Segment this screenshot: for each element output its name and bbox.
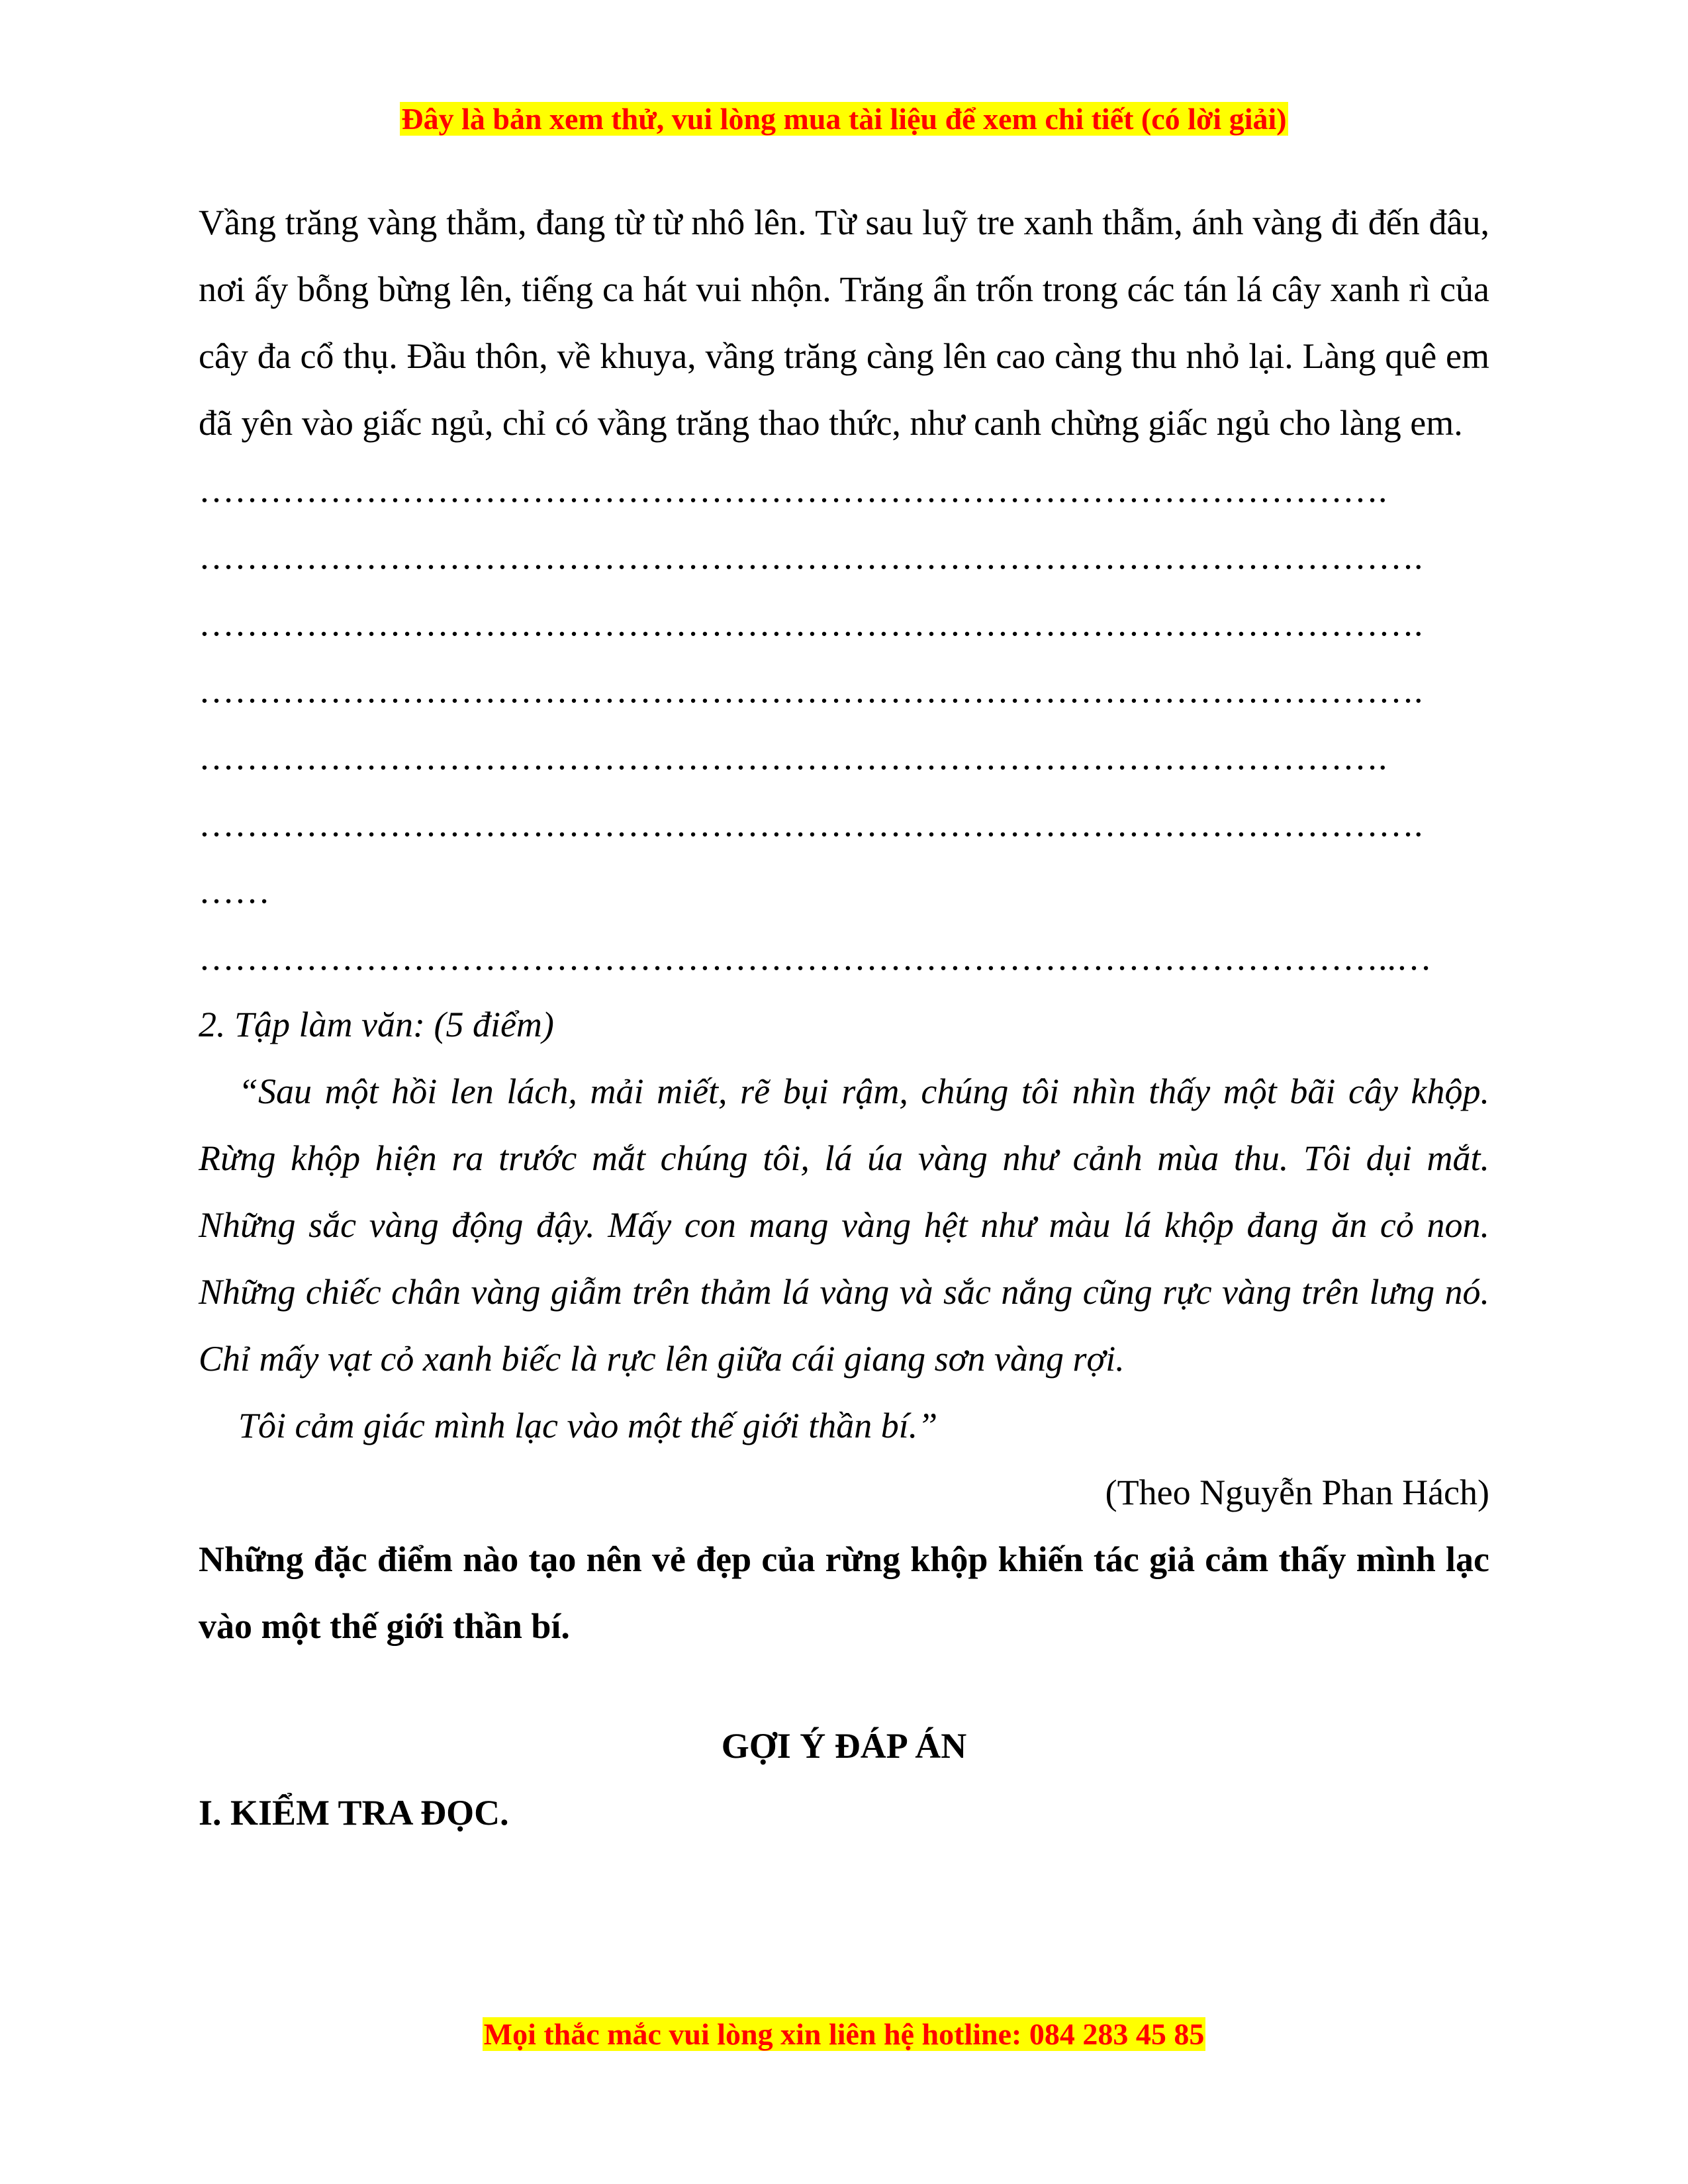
answer-line: ………………………………………………………………………………………….	[199, 804, 1423, 844]
answer-line: ………………………………………………………………………………………….	[199, 670, 1423, 710]
answer-line: ………………………………………………………………………………………….	[199, 604, 1423, 643]
writing-question: Những đặc điểm nào tạo nên vẻ đẹp của rừng khộp khiến tác giả cảm thấy mình lạc vào một thế giới thần bí.	[199, 1539, 1489, 1646]
answer-line: ……………………………………………………………………………………….	[199, 470, 1387, 510]
answer-line: ………………………………………………………………………………………….	[199, 537, 1423, 576]
answer-lines	[199, 457, 1489, 991]
answer-line: ……………………………………………………………………………………….	[199, 737, 1387, 777]
quote-closing: Tôi cảm giác mình lạc vào một thế giới thần bí.”	[238, 1406, 938, 1445]
section-title-writing: 2. Tập làm văn: (5 điểm)	[199, 1005, 554, 1044]
quote-attribution: (Theo Nguyễn Phan Hách)	[1105, 1473, 1489, 1512]
answer-line: ………………………………………………………………………………………..…	[199, 938, 1432, 978]
reading-passage: Vầng trăng vàng thẳm, đang từ từ nhô lên. Từ sau luỹ tre xanh thẫm, ánh vàng đi đến đâu, nơi ấy bỗng bừng lên, tiếng ca hát vui nhộn. Trăng ẩn trốn trong các tán lá cây xanh rì của cây đa cổ thụ. Đầu thôn, về khuya, vầng trăng càng lên cao càng thu nhỏ lại. Làng quê em đã yên vào giấc ngủ, chỉ có vầng trăng thao thức, như canh chừng giấc ngủ cho làng em.	[199, 203, 1489, 443]
answer-line: ……	[199, 871, 270, 911]
answer-key-title: GỢI Ý ĐÁP ÁN	[721, 1726, 967, 1766]
hotline-text: Mọi thắc mắc vui lòng xin liên hệ hotline: 084 283 45 85	[483, 2017, 1205, 2051]
preview-notice-banner	[0, 99, 1688, 139]
hotline-banner	[0, 2015, 1688, 2054]
document-body	[199, 189, 1489, 1846]
preview-notice-text: Đây là bản xem thử, vui lòng mua tài liệu để xem chi tiết (có lời giải)	[401, 102, 1287, 136]
section-i-title: I. KIỂM TRA ĐỌC.	[199, 1793, 509, 1833]
quote-paragraph: “Sau một hồi len lách, mải miết, rẽ bụi rậm, chúng tôi nhìn thấy một bãi cây khộp. Rừng khộp hiện ra trước mắt chúng tôi, lá úa vàng như cảnh mùa thu. Tôi dụi mắt. Những sắc vàng động đậy. Mấy con mang vàng hệt như màu lá khộp đang ăn cỏ non. Những chiếc chân vàng giẫm trên thảm lá vàng và sắc nắng cũng rực vàng trên lưng nó. Chỉ mấy vạt cỏ xanh biếc là rực lên giữa cái giang sơn vàng rợi.	[199, 1071, 1489, 1379]
